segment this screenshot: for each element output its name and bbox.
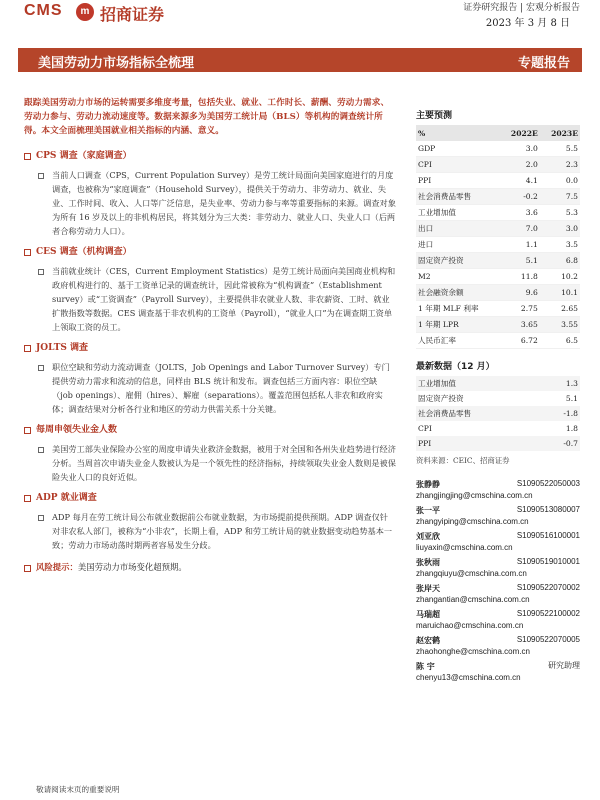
forecast-value: 2.0 [500, 157, 540, 173]
analyst-entry [416, 634, 580, 658]
analyst-entry [416, 660, 580, 684]
logo-cms-text: CMS [24, 2, 63, 19]
table-row [416, 285, 580, 301]
forecast-value: 2.75 [500, 301, 540, 317]
analyst-email[interactable]: zhaohonghe@cmschina.com.cn [416, 647, 530, 656]
analyst-entry [416, 504, 580, 528]
forecast-table [416, 125, 580, 349]
column-header: % [416, 125, 500, 141]
latest-value: 1.8 [565, 424, 578, 433]
latest-value: 5.1 [565, 394, 578, 403]
report-category: 专题报告 [517, 56, 570, 71]
analyst-email[interactable]: zhangantian@cmschina.com.cn [416, 595, 530, 604]
forecast-value: 9.6 [500, 285, 540, 301]
section-body: 职位空缺和劳动力流动调查（JOLTS，Job Openings and Labor Turnover Survey）专门提供劳动力需求和流动的信息，同样由 BLS 统计和发布。调查包括三方面内容：职位空缺（job openings）、雇佣（hires）、解雇（separations）。覆盖范围包括私人非农和政府实体；调查结果对分析各行业和地区的劳动力供需关系十分关键。 [24, 360, 396, 416]
table-row [416, 317, 580, 333]
table-row [416, 253, 580, 269]
forecast-value: 6.72 [500, 333, 540, 349]
forecast-value: 3.5 [540, 237, 580, 253]
table-row [416, 333, 580, 349]
forecast-value: 0.0 [540, 173, 580, 189]
cms-logo [24, 2, 214, 22]
indicator-name: CPI [416, 157, 500, 173]
forecast-value: 3.55 [540, 317, 580, 333]
analyst-name: 张秋雨 [416, 557, 440, 567]
indicator-name: 1 年期 LPR [416, 317, 500, 333]
forecast-value: 5.5 [540, 141, 580, 157]
indicator-name: 社会消费品零售 [416, 406, 540, 421]
analyst-name: 马瑞超 [416, 609, 440, 619]
table-row [416, 376, 580, 391]
latest-value: -0.7 [540, 436, 580, 451]
section-heading: ADP 就业调查 [24, 490, 396, 506]
analyst-name: 张一平 [416, 505, 440, 515]
section-body: ADP 每月在劳工统计局公布就业数据前公布就业数据，为市场提前提供预期。ADP 调查仅针对非农私人部门，被称为“小非农”，长期上看，ADP 和劳工统计局的就业数据变动趋势基本一致；劳动力市场动荡时期两者容易发生分歧。 [24, 510, 396, 552]
analyst-email[interactable]: chenyu13@cmschina.com.cn [416, 673, 521, 682]
indicator-name: 进口 [416, 237, 500, 253]
column-header: 2022E [500, 125, 540, 141]
indicator-name: M2 [416, 269, 500, 285]
analyst-email[interactable]: zhangqiuyu@cmschina.com.cn [416, 569, 527, 578]
forecast-value: 6.8 [540, 253, 580, 269]
analyst-id: S1090522050003 [516, 479, 580, 488]
risk-warning [24, 560, 396, 574]
analyst-entry [416, 556, 580, 580]
analyst-entry [416, 582, 580, 606]
section-cps [24, 148, 396, 238]
table-row [416, 205, 580, 221]
forecast-value: 5.3 [540, 205, 580, 221]
analyst-name: 刘亚欣 [416, 531, 440, 541]
risk-text: 美国劳动力市场变化超预期。 [77, 562, 187, 572]
table-row [416, 269, 580, 285]
indicator-name: CPI [418, 424, 432, 433]
risk-label: 风险提示： [36, 562, 78, 572]
main-content [24, 96, 396, 574]
report-title: 美国劳动力市场指标全梳理 [38, 56, 195, 71]
section-body: 美国劳工部失业保险办公室的周度申请失业救济金数据，被用于对全国和各州失业趋势进行经济分析。当周首次申请失业金人数被认为是一个领先性的经济指标，持续领取失业金人数则是被保险失业人口的良好近似。 [24, 442, 396, 484]
table-row [416, 157, 580, 173]
latest-value: -1.8 [540, 406, 580, 421]
data-source: 资料来源：CEIC、招商证券 [416, 456, 510, 465]
analyst-id: S1090519010001 [516, 557, 580, 566]
logo-mark-icon: m [76, 3, 94, 21]
column-header: 2023E [540, 125, 580, 141]
analyst-id: S1090513080007 [516, 505, 580, 514]
section-weekly-claims [24, 422, 396, 484]
sidebar [416, 108, 580, 686]
forecast-value: 3.0 [500, 141, 540, 157]
title-banner [18, 48, 582, 72]
analyst-email[interactable]: liuyaxin@cmschina.com.cn [416, 543, 513, 552]
forecast-value: 3.6 [500, 205, 540, 221]
forecast-value: 6.5 [540, 333, 580, 349]
latest-table [416, 376, 580, 451]
report-type: 证券研究报告 | 宏观分析报告 [463, 3, 580, 13]
footer-note: 敬请阅读末页的重要说明 [36, 785, 120, 794]
table-row [416, 141, 580, 157]
forecast-value: 10.2 [540, 269, 580, 285]
indicator-name: 固定资产投资 [416, 253, 500, 269]
table-row [416, 421, 580, 436]
indicator-name: 社会消费品零售 [416, 189, 500, 205]
latest-value: 1.3 [540, 376, 580, 391]
table-row [416, 221, 580, 237]
analyst-name: 张静静 [416, 479, 440, 489]
latest-data [416, 359, 580, 466]
table-row [416, 237, 580, 253]
analyst-name: 张岸天 [416, 583, 440, 593]
analyst-id: 研究助理 [548, 661, 580, 670]
analyst-name: 陈 宇 [416, 661, 435, 671]
forecast-value: 1.1 [500, 237, 540, 253]
forecast-value: 10.1 [540, 285, 580, 301]
section-jolts [24, 340, 396, 416]
indicator-name: 1 年期 MLF 利率 [416, 301, 500, 317]
analyst-list [416, 478, 580, 684]
forecast-value: 11.8 [500, 269, 540, 285]
indicator-name: PPI [416, 436, 540, 451]
latest-title: 最新数据（12 月） [416, 362, 495, 372]
analyst-email[interactable]: zhangjingjing@cmschina.com.cn [416, 491, 533, 500]
table-header-row [416, 125, 580, 141]
table-row [416, 301, 580, 317]
forecast-value: 4.1 [500, 173, 540, 189]
section-body: 当前人口调查（CPS，Current Population Survey）是劳工统计局面向美国家庭进行的月度调查，也被称为“家庭调查”（Household Survey），提供关于劳动力、非劳动力、就业、失业、工作时间、收入、人口等广泛信息，是失业率、劳动力参与率等重要指标的来源。调查对象为所有 16 岁及以上的非机构居民，将其划分为三大类：非劳动力、就业人口、失业人口（后两者合称劳动力人口）。 [24, 168, 396, 238]
forecast-title: 主要预测 [416, 111, 453, 121]
indicator-name: 工业增加值 [416, 205, 500, 221]
table-row [416, 406, 580, 421]
forecast-value: 3.0 [540, 221, 580, 237]
logo-cn-text: 招商证券 [100, 5, 165, 24]
section-body: 当前就业统计（CES，Current Employment Statistics）是劳工统计局面向美国商业机构和政府机构进行的、基于工资单记录的调查统计，因此常被称为“机构调查”（Establishment survey）或“工资调查”（Payroll Survey），主要提供非农就业人数、非农薪资、工时、就业扩散指数等数据。CES 调查基于非农机构的工资单（Payroll），“就业人口”为在调查期工资单上领取工资的员工。 [24, 264, 396, 334]
forecast-value: -0.2 [500, 189, 540, 205]
analyst-id: S1090522070002 [516, 583, 580, 592]
report-date: 2023 年 3 月 8 日 [485, 18, 570, 29]
indicator-name: 出口 [416, 221, 500, 237]
forecast-value: 5.1 [500, 253, 540, 269]
forecast-value: 2.3 [540, 157, 580, 173]
indicator-name: 人民币汇率 [416, 333, 500, 349]
table-row [416, 173, 580, 189]
section-heading: CES 调查（机构调查） [24, 244, 396, 260]
analyst-id: S1090522100002 [516, 609, 580, 618]
forecast-value: 7.0 [500, 221, 540, 237]
indicator-name: 固定资产投资 [418, 394, 464, 403]
analyst-name: 赵宏鹤 [416, 635, 440, 645]
table-row [416, 436, 580, 451]
section-ces [24, 244, 396, 334]
forecast-value: 7.5 [540, 189, 580, 205]
analyst-id: S1090516100001 [516, 531, 580, 540]
table-row [416, 391, 580, 406]
analyst-email[interactable]: maruichao@cmschina.com.cn [416, 621, 524, 630]
indicator-name: GDP [416, 141, 500, 157]
analyst-id: S1090522070005 [516, 635, 580, 644]
analyst-entry [416, 530, 580, 554]
summary-paragraph: 跟踪美国劳动力市场的运转需要多维度考量，包括失业、就业、工作时长、薪酬、劳动力需求、劳动力参与、劳动力流动速度等。数据来源多为美国劳工统计局（BLS）等机构的调查统计所得。本文全面梳理美国就业相关指标的内涵、意义。 [24, 98, 390, 136]
analyst-email[interactable]: zhangyiping@cmschina.com.cn [416, 517, 529, 526]
page-header [0, 0, 600, 40]
table-row [416, 189, 580, 205]
analyst-entry [416, 478, 580, 502]
forecast-value: 2.65 [540, 301, 580, 317]
indicator-name: PPI [416, 173, 500, 189]
section-heading: CPS 调查（家庭调查） [24, 148, 396, 164]
forecast-value: 3.65 [500, 317, 540, 333]
section-adp [24, 490, 396, 552]
analyst-entry [416, 608, 580, 632]
indicator-name: 工业增加值 [416, 376, 540, 391]
section-heading: 每周申领失业金人数 [24, 422, 396, 438]
indicator-name: 社会融资余额 [416, 285, 500, 301]
section-heading: JOLTS 调查 [24, 340, 396, 356]
